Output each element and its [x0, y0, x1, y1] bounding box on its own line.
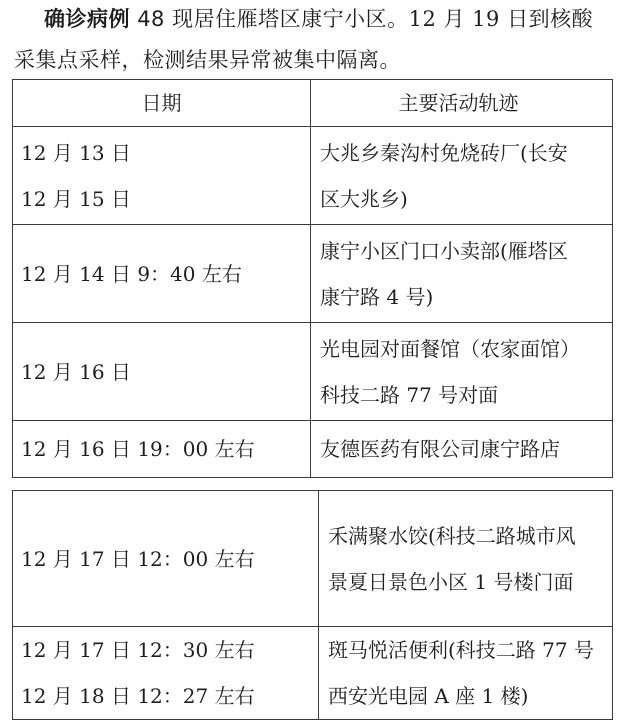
- location-cell: [311, 127, 613, 225]
- table-row: [13, 627, 613, 720]
- location-line: 友德医药有限公司康宁路店: [320, 437, 560, 461]
- table-row: [13, 421, 613, 478]
- date-line: 12 月 17 日 12：00 左右: [21, 546, 255, 571]
- location-line: 西安光电园 A 座 1 楼): [328, 684, 529, 708]
- intro-line-1-rest: 现居住雁塔区康宁小区。12 月 19 日到核酸: [172, 7, 594, 31]
- date-cell: [13, 491, 319, 627]
- date-cell: [13, 421, 311, 478]
- location-cell: [311, 225, 613, 323]
- location-cell: [319, 491, 613, 627]
- case-label: 确诊病例: [44, 7, 130, 31]
- date-cell: [13, 627, 319, 720]
- table-row: [13, 127, 613, 225]
- date-line: 12 月 16 日 19：00 左右: [21, 437, 255, 461]
- location-cell: [319, 627, 613, 720]
- header-date: 日期: [13, 80, 311, 127]
- location-line: 景夏日景色小区 1 号楼门面: [328, 569, 574, 594]
- intro-line-2: 采集点采样，检测结果异常被集中隔离。: [14, 48, 401, 72]
- location-line: 光电园对面餐馆（农家面馆）: [320, 336, 580, 361]
- date-line: 12 月 17 日 12：30 左右: [21, 638, 255, 662]
- intro-line-1: [44, 3, 627, 33]
- location-line: 科技二路 77 号对面: [320, 382, 499, 407]
- date-line: 12 月 16 日: [21, 359, 131, 384]
- table-row: [13, 491, 613, 627]
- location-line: 斑马悦活便利(科技二路 77 号: [328, 638, 594, 662]
- location-line: 康宁路 4 号): [320, 284, 434, 309]
- activity-table-2: [12, 490, 613, 720]
- location-line: 康宁小区门口小卖部(雁塔区: [320, 238, 568, 263]
- case-number: 48: [137, 7, 165, 31]
- date-cell: [13, 323, 311, 421]
- date-line: 12 月 13 日: [21, 140, 131, 165]
- table-row: [13, 323, 613, 421]
- table-header-row: [13, 80, 613, 127]
- location-line: 大兆乡秦沟村免烧砖厂(长安: [320, 140, 568, 165]
- location-line: 禾满聚水饺(科技二路城市风: [328, 523, 576, 548]
- table-row: [13, 225, 613, 323]
- date-line: 12 月 15 日: [21, 186, 131, 211]
- location-cell: [311, 421, 613, 478]
- date-cell: [13, 225, 311, 323]
- date-line: 12 月 14 日 9：40 左右: [21, 261, 242, 286]
- date-line: 12 月 18 日 12：27 左右: [21, 684, 255, 708]
- location-line: 区大兆乡): [320, 186, 408, 211]
- location-cell: [311, 323, 613, 421]
- header-location: 主要活动轨迹: [311, 80, 613, 127]
- date-cell: [13, 127, 311, 225]
- activity-table-1: [12, 79, 613, 478]
